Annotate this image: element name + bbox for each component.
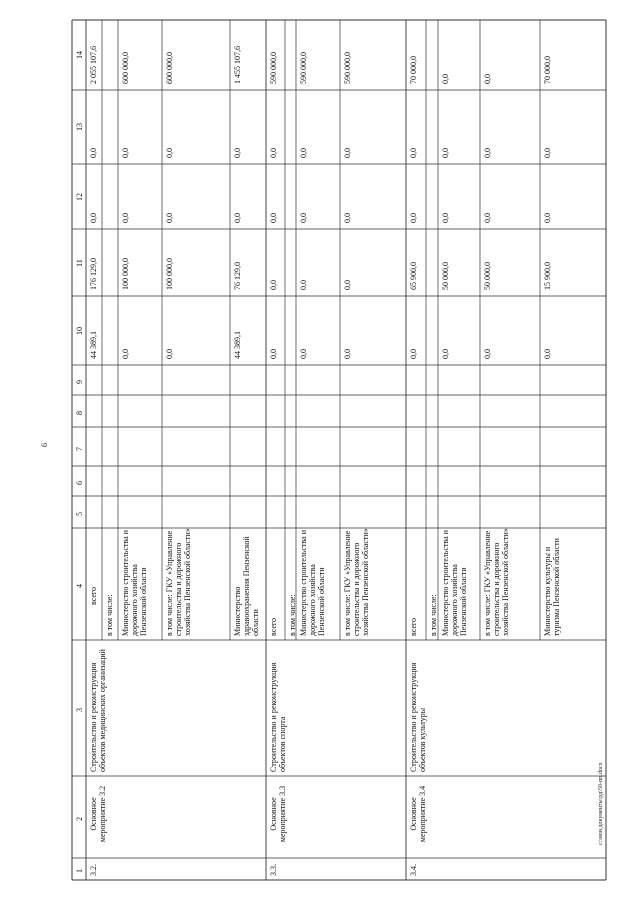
row-label: в том числе: [288, 594, 297, 636]
value-cell: 0,0 [543, 349, 552, 359]
value-cell: 70 000,0 [543, 56, 552, 84]
row-label: в том числе: [105, 594, 114, 636]
row-label: в том числе: ГКУ «Управление строительства и дорожного хозяйства Пензенской области» [343, 528, 370, 636]
value-cell: 0,0 [269, 213, 278, 223]
header-col-number: 6 [75, 481, 84, 485]
value-cell: 50 000,0 [483, 262, 492, 290]
row-label: Министерство культуры и туризма Пензенской области [543, 538, 561, 636]
header-col-number: 13 [75, 123, 84, 131]
value-cell: 100 000,0 [121, 258, 130, 290]
group-name: Строительство и реконструкция объектов культуры [409, 662, 427, 772]
value-cell: 0,0 [441, 213, 450, 223]
value-cell: 0,0 [543, 148, 552, 158]
value-cell: 70 000,0 [409, 56, 418, 84]
value-cell: 1 455 107,6 [233, 46, 242, 84]
header-col-number: 11 [75, 258, 84, 267]
value-cell: 590 000,0 [343, 52, 352, 84]
group-number: 3.4. [409, 864, 418, 876]
value-cell: 0,0 [343, 213, 352, 223]
group-number: 3.3. [269, 864, 278, 876]
value-cell: 590 000,0 [269, 52, 278, 84]
header-col-number: 1 [75, 869, 84, 873]
value-cell: 0,0 [409, 349, 418, 359]
total-value-cell: 176 129,0 [89, 258, 98, 290]
value-cell: 0,0 [483, 148, 492, 158]
value-cell: 0,0 [483, 74, 492, 84]
value-cell: 0,0 [269, 148, 278, 158]
value-cell: 44 389,1 [233, 331, 242, 359]
header-col-number: 2 [75, 817, 84, 821]
value-cell: 0,0 [121, 349, 130, 359]
value-cell: 0,0 [165, 148, 174, 158]
value-cell: 0,0 [483, 213, 492, 223]
header-col-number: 9 [75, 380, 84, 384]
value-cell: 0,0 [343, 148, 352, 158]
value-cell: 15 900,0 [543, 262, 552, 290]
row-label: в том числе: ГКУ «Управление строительства и дорожного хозяйства Пензенской области» [165, 528, 192, 636]
total-value-cell: 0,0 [89, 148, 98, 158]
value-cell: 0,0 [343, 349, 352, 359]
group-number: 3.2. [89, 864, 98, 876]
header-col-number: 4 [75, 584, 84, 588]
value-cell: 0,0 [441, 74, 450, 84]
group-name: Строительство и реконструкция объектов медицинских организаций [89, 649, 107, 772]
value-cell: 0,0 [269, 280, 278, 290]
page-number: 6 [40, 443, 49, 447]
header-col-number: 10 [75, 326, 84, 335]
value-cell: 0,0 [269, 349, 278, 359]
value-cell: 0,0 [543, 213, 552, 223]
value-cell: 0,0 [233, 213, 242, 223]
header-col-number: 12 [75, 192, 84, 201]
header-col-number: 5 [75, 512, 84, 516]
group-kind: Основное мероприятие 3.3 [269, 785, 287, 843]
total-value-cell: 2 055 107,6 [89, 46, 98, 84]
value-cell: 76 129,0 [233, 262, 242, 290]
header-col-number: 7 [75, 446, 84, 451]
footer-file-path: c:\мои документы\рд\50-пп.docx [598, 762, 604, 845]
value-cell: 0,0 [409, 213, 418, 223]
total-value-cell: 0,0 [89, 213, 98, 223]
value-cell: 100 000,0 [165, 258, 174, 290]
value-cell: 0,0 [409, 148, 418, 158]
value-cell: 0,0 [299, 213, 308, 223]
value-cell: 0,0 [483, 349, 492, 359]
header-col-number: 8 [75, 411, 84, 415]
row-label: Министерство здравоохранения Пензенской области [233, 536, 260, 636]
row-label: всего [269, 617, 278, 636]
value-cell: 600 000,0 [165, 52, 174, 84]
value-cell: 0,0 [121, 213, 130, 223]
value-cell: 0,0 [299, 349, 308, 359]
value-cell: 0,0 [441, 148, 450, 158]
row-label: Министерство строительства и дорожного хозяйства Пензенской области [441, 530, 468, 636]
value-cell: 600 000,0 [121, 52, 130, 84]
value-cell: 0,0 [299, 148, 308, 158]
row-label: всего [409, 617, 418, 636]
group-name: Строительство и реконструкция объектов спорта [269, 662, 287, 772]
value-cell: 0,0 [121, 148, 130, 158]
total-value-cell: 44 389,1 [89, 331, 98, 359]
value-cell: 0,0 [343, 280, 352, 290]
row-label: в том числе: [429, 594, 438, 636]
row-label: в том числе: ГКУ «Управление строительства и дорожного хозяйства Пензенской области» [483, 528, 510, 636]
header-col-number: 3 [75, 708, 84, 712]
value-cell: 50 000,0 [441, 262, 450, 290]
row-label: Министерство строительства и дорожного хозяйства Пензенской области [121, 530, 148, 636]
header-col-number: 14 [75, 51, 84, 59]
value-cell: 0,0 [299, 280, 308, 290]
row-label: Министерство строительства и дорожного хозяйства Пензенской области [299, 530, 326, 636]
value-cell: 65 900,0 [409, 262, 418, 290]
group-kind: Основное мероприятие 3.2 [89, 785, 107, 843]
value-cell: 590 000,0 [299, 52, 308, 84]
value-cell: 0,0 [165, 349, 174, 359]
value-cell: 0,0 [441, 349, 450, 359]
group-kind: Основное мероприятие 3.4 [409, 785, 427, 843]
value-cell: 0,0 [233, 148, 242, 158]
row-label-total: всего [89, 586, 98, 605]
value-cell: 0,0 [165, 213, 174, 223]
